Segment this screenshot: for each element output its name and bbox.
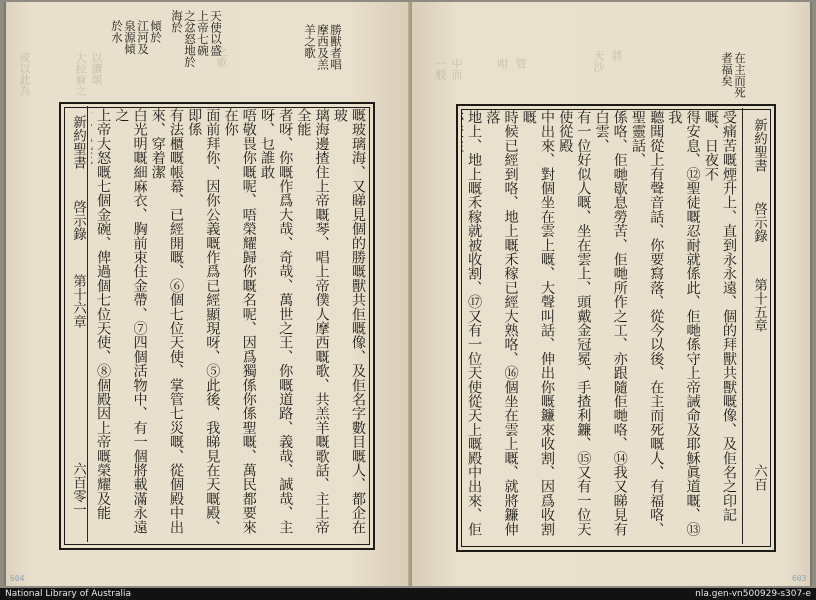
ghost-note: 天沙 [592,50,605,72]
margin-rule [742,108,743,544]
head-note: 勝獸者唱 摩西及羔 羊之歌 [303,24,343,70]
chapter-label: 第十六章 [70,274,86,328]
text-column: 白光明嘅細麻衣、胸前束住金帶、⑦四個活物中、有一個將載滿永遠之 [113,108,148,534]
text-column: 得安息、⑫聖徒嘅忍耐就係此、佢哋係守上帝誡命及耶穌眞道嘅、⑬我 [666,110,701,536]
body-text [91,108,367,542]
head-note: 傾於 江河及 泉源傾 於水 [110,20,163,55]
text-column: 璃海邊揸住上帝嘅琴、唱上帝僕人摩西嘅歌、共羔羊嘅歌話、主上帝全能 [295,108,330,534]
ghost-note: 將 [610,50,623,61]
text-column: 有法櫃嘅帳幕、已經開嘅、⑥個七位天使、掌管七災嘅、從個殿中出來、穿着潔 [149,108,184,534]
page-number: 六百零一 [70,462,86,516]
library-name: National Library of Australia [5,589,132,599]
text-column: 上帝大怒嘅七個金碗、俾過個七位天使、⑧個殿因上帝嘅榮耀及能 [95,108,112,520]
ghost-note: 咁 [496,58,509,69]
text-column: 嘅玻璃海、又睇見個的勝嘅獸共佢嘅像、及佢名字數目嘅人、都企在玻 [331,108,366,534]
book-title: 新約聖書 [70,115,86,169]
book-name: 啓示錄 [70,200,86,241]
ghost-note: 中而 [450,58,463,80]
text-column: 有一位好似人嘅、坐在雲上、頭戴金冠冕、手揸利鐮、⑮又有一位天使從殿 [557,110,592,536]
text-column: 面前拜你、因你公義嘅作爲已經顯現呀、⑤此後、我睇見在天嘅殿、即係 [186,108,221,534]
text-column: 唔敬畏你嘅呢、唔榮耀歸你嘅名呢、因爲獨係你係聖嘅、萬民都要來在你 [222,108,257,534]
text-column: 聽聞從上有聲音話、你要寫落、從今以後、在主而死嘅人、有福咯、聖靈話、 [629,110,665,536]
ghost-note: 大拉麻之 [74,52,87,96]
book-spread [4,2,812,586]
text-column: 受痛苦嘅煙升上、直到永永遠、個的拜獸共獸嘅像、及佢名之印記嘅、日夜不 [702,110,737,522]
ghost-note: 管 [514,58,527,69]
ghost-note: 以讚頌 [90,52,103,85]
item-identifier: nla.gen-vn500929-s307-e [695,589,811,599]
book-name: 啓示錄 [751,202,767,243]
head-note: 在主而死 者福矣 [720,52,747,98]
text-column: 時候已經到咯、地上嘅禾稼已經大熟咯、⑯個坐在雲上嘅、就將鐮伸落 [484,110,519,536]
text-column: 地上、地上嘅禾稼就被收割、⑰又有一位天使從天上嘅殿中出來、佢 [466,110,483,536]
page-stamp: 604 [10,574,25,583]
page-number: 六百 [751,464,767,491]
body-text [462,110,738,544]
head-note: 天使以盛 上帝七碗 之忿怒地於 海於 [170,10,223,68]
ghost-note: 之歌 [215,46,228,68]
left-page [6,2,410,586]
book-title: 新約聖書 [751,118,767,172]
page-stamp: 603 [792,574,807,583]
text-column: 中出來、對個坐在雲上嘅、大聲叫話、伸出你嘅鐮來收割、因爲收割嘅 [520,110,555,536]
footer-bar [0,588,816,600]
text-column: 者呀、你嘅作爲大哉、奇哉、萬世之王、你嘅道路、義哉、誠哉、主呀、乜誰敢 [258,108,294,534]
chapter-label: 第十五章 [751,278,767,332]
right-page [412,2,810,586]
text-column: 係咯、佢哋歇息勞苦、佢哋所作之工、亦跟隨佢哋咯、⑭我又睇見有白雲、 [593,110,628,536]
ghost-note: 或以此為 [18,52,31,96]
ghost-note: 一般 [434,58,447,80]
